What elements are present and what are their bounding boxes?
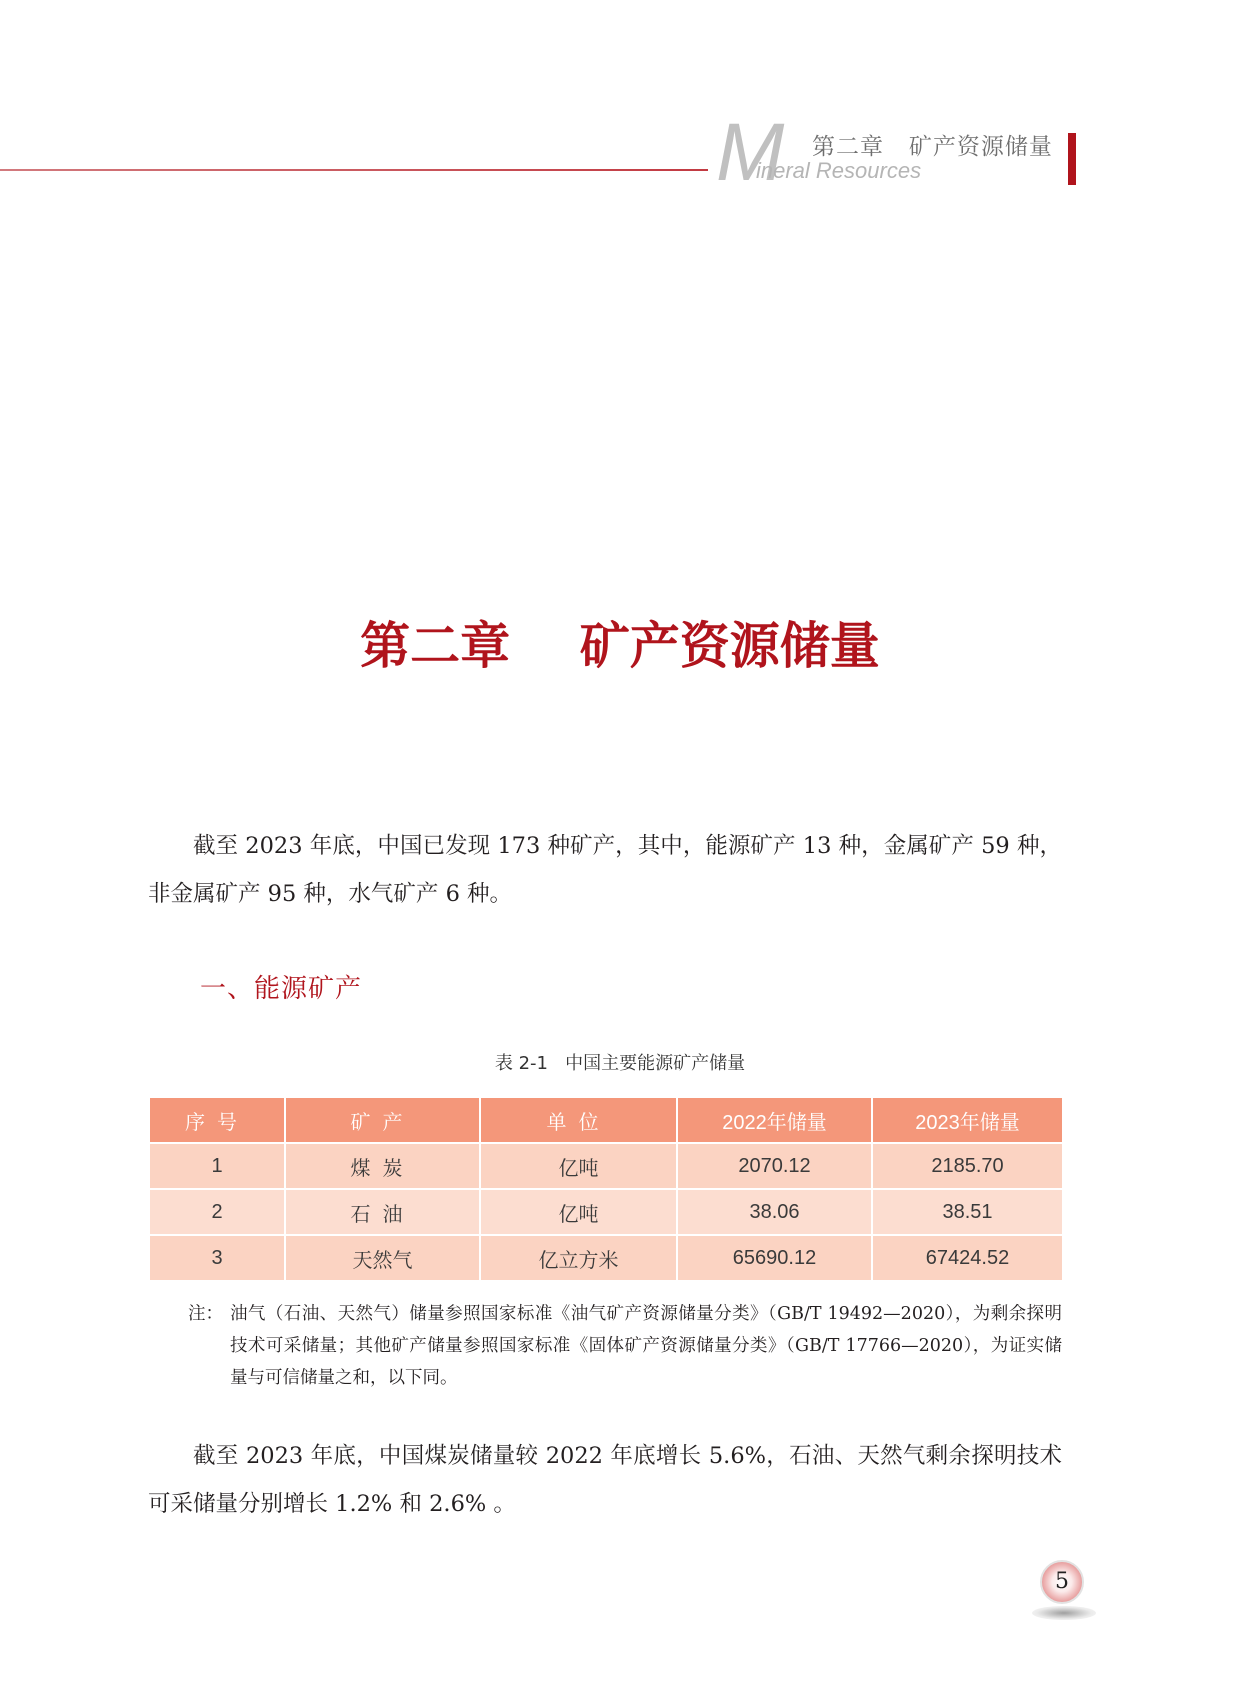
page-number-shadow [1032,1606,1096,1620]
col-header-2023: 2023年储量 [872,1097,1063,1143]
page-number: 5 [1040,1560,1084,1604]
cell-unit: 亿吨 [480,1143,677,1189]
table-row [149,1189,1063,1235]
chapter-title: 第二章 矿产资源储量 [360,617,880,675]
cell-unit: 亿吨 [480,1189,677,1235]
cell-2022: 38.06 [677,1189,872,1235]
cell-index: 1 [149,1143,285,1189]
cell-index: 3 [149,1235,285,1281]
cell-mineral: 天然气 [285,1235,480,1281]
cell-2023: 67424.52 [872,1235,1063,1281]
table-row [149,1235,1063,1281]
energy-reserves-table [148,1096,1064,1282]
cell-2023: 2185.70 [872,1143,1063,1189]
header-english-subtitle: ineral Resources [756,158,922,183]
header-rule [0,169,708,171]
note-label: 注： [188,1304,223,1324]
table-header-row [149,1097,1063,1143]
summary-paragraph: 截至 2023 年底，中国煤炭储量较 2022 年底增长 5.6%，石油、天然气剩余探明技术可采储量分别增长 1.2% 和 2.6% 。 [148,1443,1062,1517]
cell-mineral: 石油 [285,1189,480,1235]
section-heading: 一、能源矿产 [200,974,363,1004]
header-logo-letter: M [716,107,783,198]
cell-2022: 65690.12 [677,1235,872,1281]
table-row [149,1143,1063,1189]
col-header-unit: 单位 [480,1097,677,1143]
col-header-index: 序号 [149,1097,285,1143]
cell-2022: 2070.12 [677,1143,872,1189]
cell-mineral: 煤炭 [285,1143,480,1189]
table-caption: 表 2-1 中国主要能源矿产储量 [494,1053,746,1074]
col-header-2022: 2022年储量 [677,1097,872,1143]
cell-unit: 亿立方米 [480,1235,677,1281]
header-chapter-label: 第二章 矿产资源储量 [812,134,1053,160]
note-text: 油气（石油、天然气）储量参照国家标准《油气矿产资源储量分类》（GB/T 19492—2020），为剩余探明技术可采储量；其他矿产储量参照国家标准《固体矿产资源储量分类》（GB/T 17766—2020），为证实储量与可信储量之和，以下同。 [230,1304,1062,1388]
intro-paragraph: 截至 2023 年底，中国已发现 173 种矿产，其中，能源矿产 13 种，金属矿产 59 种，非金属矿产 95 种，水气矿产 6 种。 [148,833,1062,907]
header-accent-bar [1068,133,1076,185]
cell-2023: 38.51 [872,1189,1063,1235]
cell-index: 2 [149,1189,285,1235]
col-header-mineral: 矿产 [285,1097,480,1143]
table-note [188,1298,1062,1394]
